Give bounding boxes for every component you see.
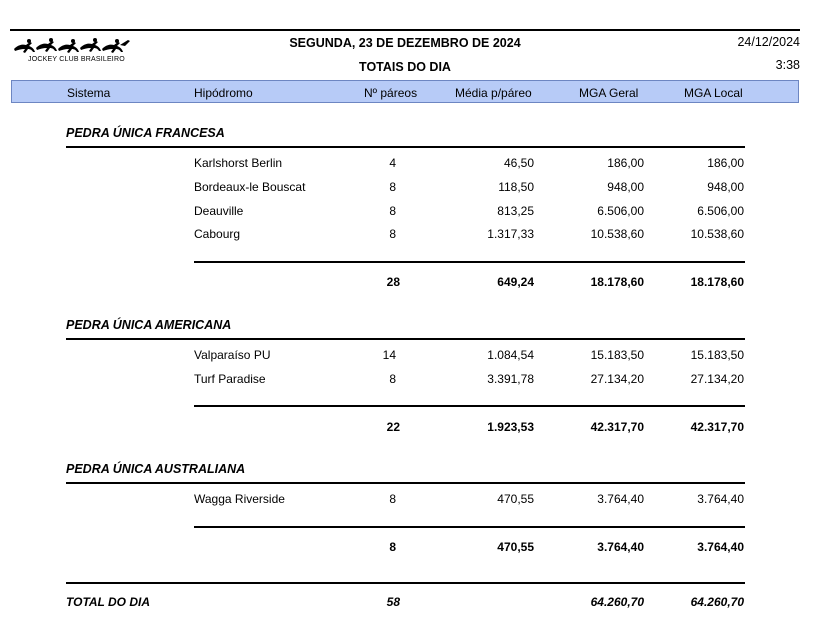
cell-mga-local: 3.764,40 [697, 492, 744, 506]
cell-hipodromo: Deauville [194, 204, 244, 218]
section-rule [66, 482, 745, 484]
cell-pareos: 8 [389, 492, 396, 506]
subtotal-rule [194, 526, 745, 528]
cell-mga-local: 6.506,00 [697, 204, 744, 218]
cell-media: 813,25 [497, 204, 534, 218]
subtotal-pareos: 8 [389, 540, 396, 554]
col-pareos: Nº páreos [364, 86, 418, 100]
report-time: 3:38 [775, 58, 800, 72]
cell-media: 1.317,33 [487, 227, 534, 241]
logo-text: JOCKEY CLUB BRASILEIRO [28, 56, 125, 63]
subtotal-media: 649,24 [497, 275, 534, 289]
cell-hipodromo: Valparaíso PU [194, 348, 271, 362]
col-mga-local: MGA Local [684, 86, 743, 100]
cell-mga-geral: 6.506,00 [597, 204, 644, 218]
subtotal-mga-local: 3.764,40 [697, 540, 744, 554]
col-mga-geral: MGA Geral [579, 86, 639, 100]
report-date: 24/12/2024 [737, 35, 800, 49]
subtotal-media: 1.923,53 [487, 420, 534, 434]
cell-mga-local: 186,00 [707, 156, 744, 170]
total-label: TOTAL DO DIA [66, 595, 150, 609]
cell-mga-geral: 186,00 [607, 156, 644, 170]
top-rule [10, 29, 800, 31]
cell-pareos: 8 [389, 204, 396, 218]
cell-media: 118,50 [498, 180, 534, 194]
cell-mga-geral: 10.538,60 [590, 227, 644, 241]
section-title: PEDRA ÚNICA AMERICANA [66, 318, 232, 332]
cell-hipodromo: Cabourg [194, 227, 241, 241]
section-rule [66, 338, 745, 340]
cell-mga-local: 15.183,50 [690, 348, 744, 362]
total-mga-local: 64.260,70 [690, 595, 744, 609]
col-media: Média p/páreo [455, 86, 532, 100]
cell-mga-local: 948,00 [707, 180, 744, 194]
cell-pareos: 14 [382, 348, 396, 362]
section-title: PEDRA ÚNICA FRANCESA [66, 126, 225, 140]
cell-hipodromo: Karlshorst Berlin [194, 156, 283, 170]
cell-media: 470,55 [497, 492, 534, 506]
section-title: PEDRA ÚNICA AUSTRALIANA [66, 462, 246, 476]
cell-mga-geral: 948,00 [607, 180, 644, 194]
subtotal-pareos: 22 [386, 420, 400, 434]
cell-media: 3.391,78 [487, 372, 534, 386]
total-pareos: 58 [386, 595, 400, 609]
report-title: SEGUNDA, 23 DE DEZEMBRO DE 2024 [289, 36, 521, 50]
cell-pareos: 4 [389, 156, 396, 170]
cell-media: 46,50 [503, 156, 534, 170]
cell-mga-geral: 27.134,20 [590, 372, 644, 386]
cell-pareos: 8 [389, 372, 396, 386]
column-header-bar [11, 80, 799, 103]
subtotal-mga-geral: 18.178,60 [590, 275, 644, 289]
subtotal-mga-local: 18.178,60 [690, 275, 744, 289]
section-rule [66, 146, 745, 148]
cell-mga-local: 27.134,20 [690, 372, 744, 386]
cell-mga-geral: 15.183,50 [590, 348, 644, 362]
cell-hipodromo: Wagga Riverside [194, 492, 285, 506]
cell-mga-local: 10.538,60 [690, 227, 744, 241]
subtotal-media: 470,55 [497, 540, 534, 554]
col-hipodromo: Hipódromo [194, 86, 253, 100]
report-subtitle: TOTAIS DO DIA [359, 60, 451, 74]
subtotal-rule [194, 261, 745, 263]
cell-media: 1.084,54 [487, 348, 534, 362]
cell-mga-geral: 3.764,40 [597, 492, 644, 506]
cell-hipodromo: Turf Paradise [194, 372, 266, 386]
cell-pareos: 8 [389, 227, 396, 241]
total-mga-geral: 64.260,70 [590, 595, 644, 609]
subtotal-pareos: 28 [386, 275, 400, 289]
cell-pareos: 8 [389, 180, 396, 194]
total-rule [66, 582, 745, 584]
subtotal-mga-local: 42.317,70 [690, 420, 744, 434]
subtotal-mga-geral: 3.764,40 [597, 540, 644, 554]
col-sistema: Sistema [67, 86, 111, 100]
cell-hipodromo: Bordeaux-le Bouscat [194, 180, 306, 194]
subtotal-mga-geral: 42.317,70 [590, 420, 644, 434]
subtotal-rule [194, 405, 745, 407]
